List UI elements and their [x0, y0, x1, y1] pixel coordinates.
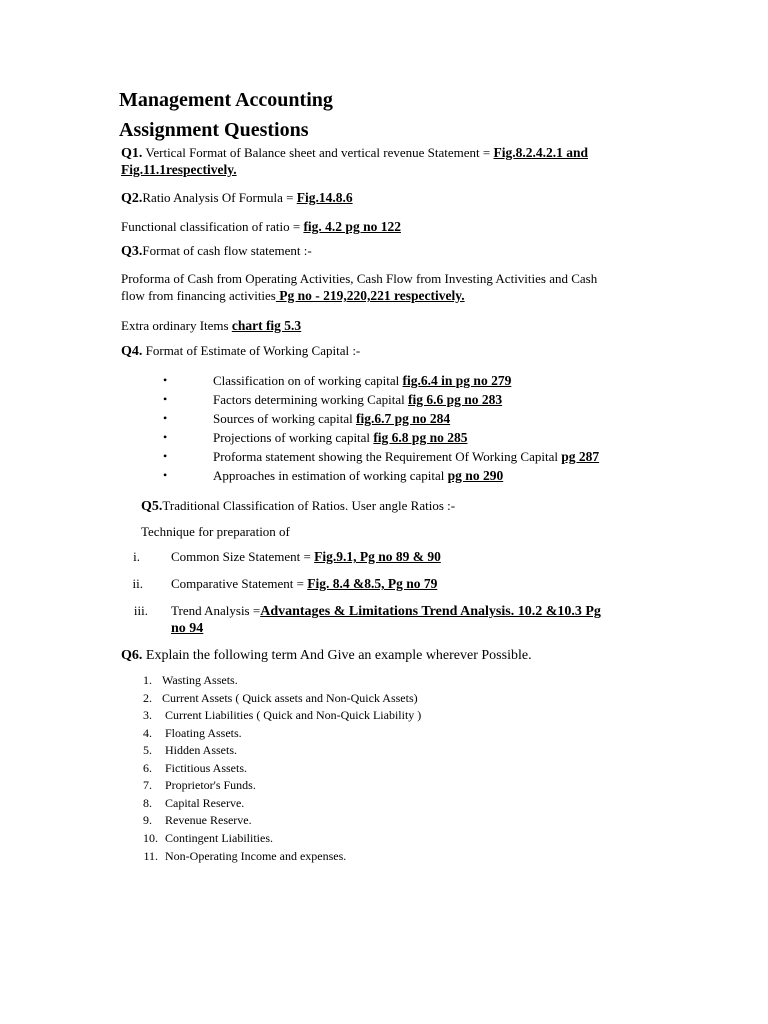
q4-item-text: Factors determining working Capital [213, 392, 408, 407]
roman-marker: i. [133, 549, 140, 564]
q6-item: Wasting Assets. [162, 673, 238, 687]
bullet-icon: • [163, 392, 168, 406]
q4-label: Q4. [121, 344, 143, 359]
q6-line [121, 646, 532, 664]
q5-item-text: Common Size Statement = [171, 549, 315, 564]
q3-paragraph-line-2 [121, 287, 465, 304]
q2-sub-reference: fig. 4.2 pg no 122 [303, 219, 401, 234]
q1-text: Vertical Format of Balance sheet and vertical revenue Statement = [142, 145, 494, 160]
q4-item-text: Sources of working capital [213, 411, 356, 426]
bullet-icon: • [163, 468, 168, 482]
q6-item: Non-Operating Income and expenses. [165, 849, 347, 863]
list-number: 6. [143, 761, 152, 775]
q4-text: Format of Estimate of Working Capital :- [142, 343, 361, 358]
q3-text: Format of cash flow statement :- [142, 243, 312, 258]
q1-reference: Fig.8.2.4.2.1 and [493, 145, 589, 160]
q5-item-reference-cont: no 94 [171, 621, 204, 636]
list-number: 2. [143, 691, 152, 705]
q3-extra-text: Extra ordinary Items [121, 318, 232, 333]
q6-item: Current Assets ( Quick assets and Non-Quick Assets) [162, 691, 418, 705]
q4-item [213, 429, 467, 446]
q5-item [171, 548, 441, 565]
q2-line [121, 189, 353, 207]
q4-item-reference: fig 6.8 pg no 285 [373, 430, 468, 445]
q4-item-reference: pg 287 [561, 449, 600, 464]
q6-item: Revenue Reserve. [165, 813, 252, 827]
q3-paragraph-text: flow from financing activities [121, 288, 276, 303]
list-number: 5. [143, 743, 152, 757]
list-number: 4. [143, 726, 152, 740]
list-number: 3. [143, 708, 152, 722]
q3-line [121, 242, 312, 260]
q1-label: Q1. [121, 146, 143, 161]
list-number: 10. [143, 831, 158, 845]
q2-text: Ratio Analysis Of Formula = [142, 190, 297, 205]
list-number: 1. [143, 673, 152, 687]
q5-item-text: Trend Analysis = [171, 603, 261, 618]
bullet-icon: • [163, 430, 168, 444]
q5-text: Traditional Classification of Ratios. User angle Ratios :- [162, 498, 456, 513]
q4-item-text: Classification on of working capital [213, 373, 403, 388]
bullet-icon: • [163, 449, 168, 463]
q4-item [213, 448, 599, 465]
list-number: 8. [143, 796, 152, 810]
q1-reference-cont: Fig.11.1respectively. [121, 162, 237, 177]
q4-item-reference: fig.6.4 in pg no 279 [402, 373, 512, 388]
q4-item [213, 372, 511, 389]
q4-item-text: Projections of working capital [213, 430, 374, 445]
document-subtitle: Assignment Questions [119, 119, 309, 141]
bullet-icon: • [163, 373, 168, 387]
q2-sub-text: Functional classification of ratio = [121, 219, 304, 234]
q4-item-reference: pg no 290 [447, 468, 504, 483]
q4-item [213, 410, 450, 427]
q6-item: Proprietor's Funds. [165, 778, 256, 792]
q5-item-cont [171, 619, 203, 637]
q5-item [171, 602, 601, 620]
q2-sub-line [121, 218, 401, 235]
q3-extra-reference: chart fig 5.3 [231, 318, 302, 333]
q4-item [213, 467, 503, 484]
list-number: 11. [143, 849, 158, 863]
q2-label: Q2. [121, 191, 143, 206]
q5-item-text: Comparative Statement = [171, 576, 308, 591]
q6-item: Floating Assets. [165, 726, 242, 740]
q6-label: Q6. [121, 648, 143, 663]
q5-label: Q5. [141, 499, 163, 514]
q4-item [213, 391, 502, 408]
q4-item-reference: fig.6.7 pg no 284 [355, 411, 451, 426]
q6-item: Contingent Liabilities. [165, 831, 273, 845]
q6-text: Explain the following term And Give an example wherever Possible. [142, 648, 532, 663]
q3-extra-line [121, 317, 301, 334]
q5-item-reference: Fig.9.1, Pg no 89 & 90 [314, 549, 441, 564]
q1-line [121, 144, 588, 162]
bullet-icon: • [163, 411, 168, 425]
q5-line [141, 497, 455, 515]
q5-item-reference: Fig. 8.4 &8.5, Pg no 79 [307, 576, 438, 591]
q6-item: Fictitious Assets. [165, 761, 248, 775]
q5-technique: Technique for preparation of [141, 524, 290, 539]
document-title: Management Accounting [119, 89, 333, 111]
q6-item: Capital Reserve. [165, 796, 245, 810]
roman-marker: ii. [132, 576, 143, 591]
q3-paragraph-line-1: Proforma of Cash from Operating Activities, Cash Flow from Investing Activities and Cash [121, 271, 598, 286]
q3-label: Q3. [121, 244, 143, 259]
roman-marker: iii. [133, 603, 148, 618]
q6-item: Current Liabilities ( Quick and Non-Quick Liability ) [165, 708, 422, 722]
q1-line-2 [121, 161, 237, 178]
q4-item-text: Approaches in estimation of working capital [213, 468, 448, 483]
list-number: 9. [143, 813, 152, 827]
q6-item: Hidden Assets. [165, 743, 237, 757]
q4-item-text: Proforma statement showing the Requirement Of Working Capital [213, 449, 562, 464]
q5-item [171, 575, 437, 592]
q2-reference: Fig.14.8.6 [296, 190, 353, 205]
q4-item-reference: fig 6.6 pg no 283 [407, 392, 503, 407]
q3-paragraph-reference: Pg no - 219,220,221 respectively. [275, 288, 465, 303]
list-number: 7. [143, 778, 152, 792]
q4-line [121, 342, 360, 360]
q5-item-reference: Advantages & Limitations Trend Analysis. 10.2 &10.3 Pg [260, 604, 601, 619]
